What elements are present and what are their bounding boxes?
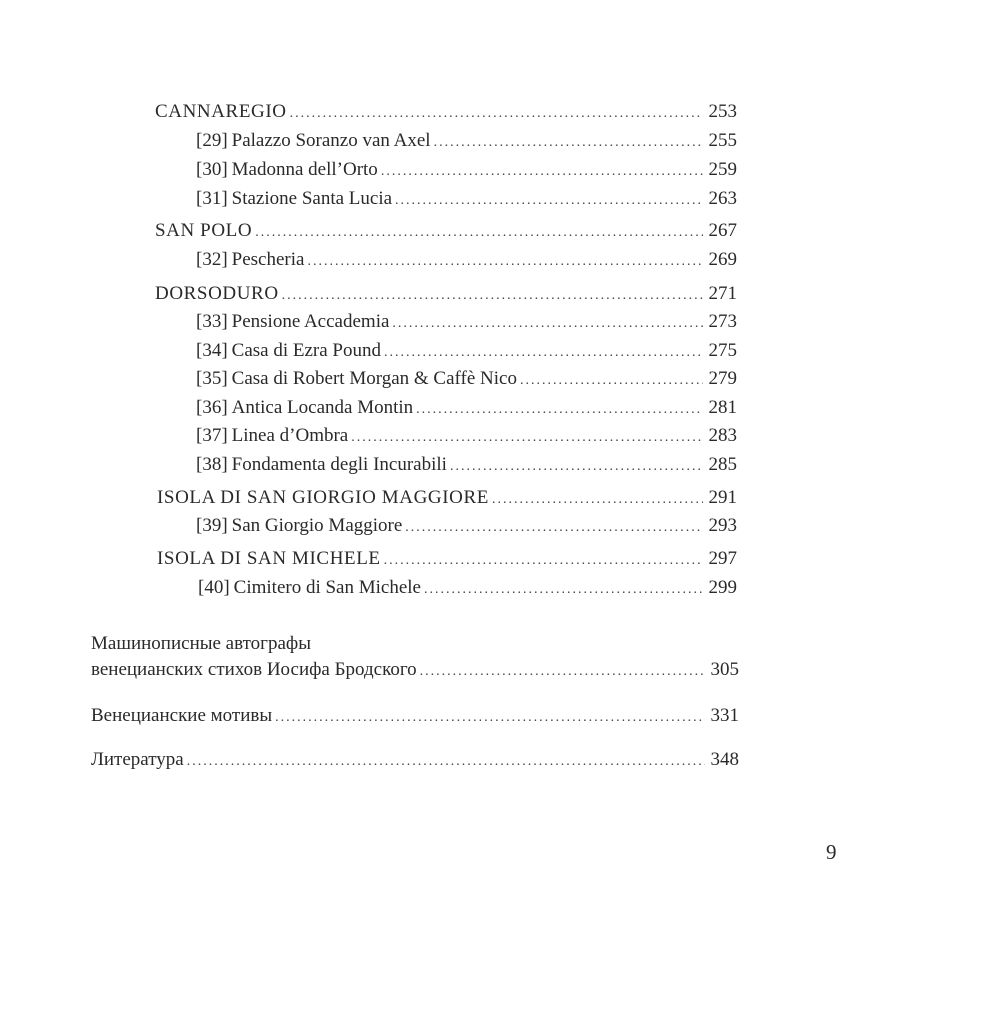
- entry-number: [33]: [196, 311, 228, 332]
- page-number: 305: [710, 659, 739, 680]
- page-number: 283: [708, 425, 737, 446]
- page-number: 253: [708, 101, 737, 122]
- autographs-heading-line1: Машинописные автографы: [91, 633, 311, 654]
- entry-number: [37]: [196, 425, 228, 446]
- entry-title: Cimitero di San Michele: [233, 577, 421, 598]
- toc-entry: [196, 339, 737, 365]
- toc-entry-motifs: [91, 704, 739, 730]
- page-number: 293: [708, 515, 737, 536]
- toc-section-cannaregio: [155, 100, 737, 126]
- toc-entry: [196, 248, 737, 274]
- toc-entry-autographs: [91, 658, 739, 684]
- dot-leader: [492, 488, 703, 512]
- entry-number: [40]: [198, 577, 230, 598]
- entry-title: Fondamenta degli Incurabili: [231, 454, 447, 475]
- dot-leader: [255, 221, 703, 245]
- page-number: 275: [708, 340, 737, 361]
- toc-section-san-giorgio: [157, 486, 737, 512]
- entry-number: [36]: [196, 397, 228, 418]
- section-title: CANNAREGIO: [155, 101, 287, 122]
- page-number: 273: [708, 311, 737, 332]
- page-number: 348: [710, 749, 739, 770]
- page-number: 281: [708, 397, 737, 418]
- entry-number: [34]: [196, 340, 228, 361]
- dot-leader: [187, 750, 705, 774]
- page-number: 285: [708, 454, 737, 475]
- page-number: 279: [708, 368, 737, 389]
- toc-entry: [198, 576, 737, 602]
- entry-number: [31]: [196, 188, 228, 209]
- page-number: 291: [708, 487, 737, 508]
- page-number: 255: [708, 130, 737, 151]
- page-number: 263: [708, 188, 737, 209]
- entry-title: Венецианские мотивы: [91, 705, 273, 726]
- toc-entry: [196, 514, 737, 540]
- entry-title: Linea d’Ombra: [231, 425, 349, 446]
- toc-section-san-polo: [155, 219, 737, 245]
- page-number: 259: [708, 159, 737, 180]
- entry-number: [38]: [196, 454, 228, 475]
- entry-number: [29]: [196, 130, 228, 151]
- dot-leader: [520, 369, 703, 393]
- entry-title: San Giorgio Maggiore: [231, 515, 403, 536]
- page-number: 297: [708, 548, 737, 569]
- dot-leader: [290, 102, 703, 126]
- dot-leader: [282, 284, 703, 308]
- toc-entry: [196, 310, 737, 336]
- toc-entry: [196, 129, 737, 155]
- dot-leader: [420, 660, 705, 684]
- toc-section-san-michele: [157, 547, 737, 573]
- dot-leader: [384, 549, 703, 573]
- dot-leader: [395, 189, 703, 213]
- entry-title: Pescheria: [231, 249, 305, 270]
- dot-leader: [275, 706, 705, 730]
- toc-entry: [196, 367, 737, 393]
- entry-title: Madonna dell’Orto: [231, 159, 378, 180]
- page-number: 331: [710, 705, 739, 726]
- page-number: 267: [708, 220, 737, 241]
- page-number: 299: [708, 577, 737, 598]
- toc-entry: [196, 158, 737, 184]
- toc-entry: [196, 424, 737, 450]
- entry-title: Casa di Ezra Pound: [231, 340, 381, 361]
- entry-title: Pensione Accademia: [231, 311, 390, 332]
- toc-entry: [196, 453, 737, 479]
- dot-leader: [405, 516, 703, 540]
- entry-number: [35]: [196, 368, 228, 389]
- entry-title: Stazione Santa Lucia: [231, 188, 393, 209]
- toc-entry: [196, 396, 737, 422]
- dot-leader: [392, 312, 703, 336]
- page-folio-number: 9: [826, 840, 837, 864]
- dot-leader: [307, 250, 703, 274]
- entry-title: Antica Locanda Montin: [231, 397, 414, 418]
- section-title: ISOLA DI SAN GIORGIO MAGGIORE: [157, 487, 489, 508]
- section-title: SAN POLO: [155, 220, 253, 241]
- page-number: 269: [708, 249, 737, 270]
- entry-title: венецианских стихов Иосифа Бродского: [91, 659, 417, 680]
- dot-leader: [424, 578, 703, 602]
- entry-title: Palazzo Soranzo van Axel: [231, 130, 431, 151]
- page-number: 271: [708, 283, 737, 304]
- entry-number: [30]: [196, 159, 228, 180]
- dot-leader: [381, 160, 703, 184]
- dot-leader: [384, 341, 703, 365]
- entry-number: [32]: [196, 249, 228, 270]
- entry-number: [39]: [196, 515, 228, 536]
- dot-leader: [351, 426, 703, 450]
- dot-leader: [434, 131, 703, 155]
- entry-title: Casa di Robert Morgan & Caffè Nico: [231, 368, 517, 389]
- section-title: ISOLA DI SAN MICHELE: [157, 548, 381, 569]
- section-title: DORSODURO: [155, 283, 279, 304]
- toc-entry: [196, 187, 737, 213]
- dot-leader: [450, 455, 703, 479]
- toc-entry-literature: [91, 748, 739, 774]
- dot-leader: [416, 398, 703, 422]
- toc-section-dorsoduro: [155, 282, 737, 308]
- entry-title: Литература: [91, 749, 184, 770]
